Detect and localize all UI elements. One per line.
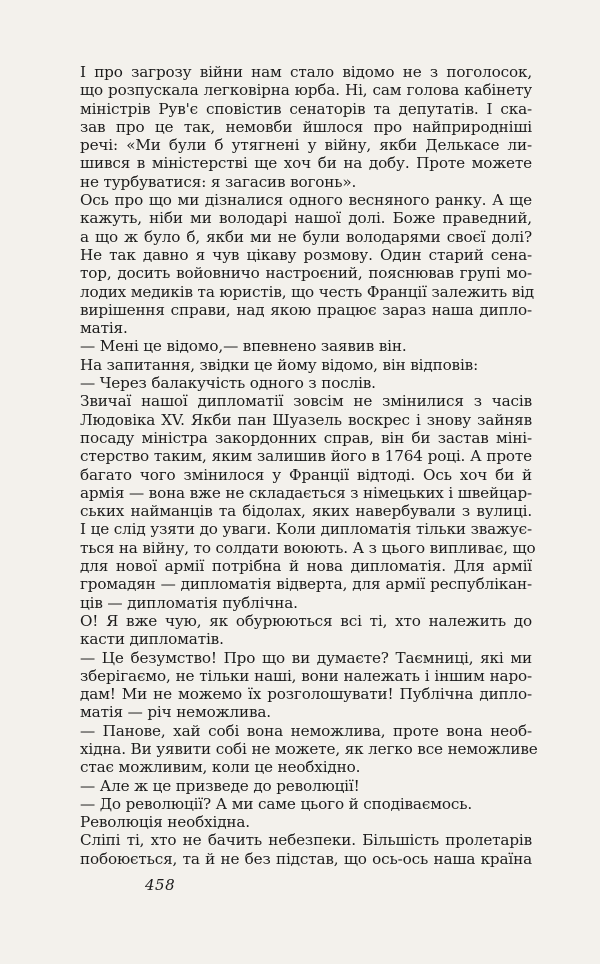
text-line: лодих медиків та юристів, що честь Франції залежить від (80, 282, 534, 301)
text-line: хідна. Ви уявити собі не можете, як легко все неможливе (80, 739, 538, 758)
text-line: І це слід узяти до уваги. Коли дипломатія тільки зважує- (80, 520, 532, 539)
text-line: посаду міністра закордонних справ, він би застав міні- (80, 428, 532, 447)
text-line: вирішення справи, над якою працює зараз наша дипло- (80, 300, 532, 319)
text-line: — Це безумство! Про що ви думаєте? Таємниці, які ми (80, 648, 532, 667)
text-line: міністрів Рув'є сповістив сенаторів та депутатів. І ска- (80, 99, 532, 118)
text-line: О! Я вже чую, як обурюються всі ті, хто належить до (80, 611, 532, 630)
text-line: Людовіка XV. Якби пан Шуазель воскрес і знову зайняв (80, 410, 532, 429)
text-line: стерство таким, яким залишив його в 1764 році. А проте (80, 447, 532, 466)
text-line: — До революції? А ми саме цього й сподіваємось. (80, 794, 473, 813)
text-line: — Але ж це призведе до революції! (80, 776, 360, 795)
text-line: шився в міністерстві ще хоч би на добу. Проте можете (80, 154, 532, 173)
text-line: зберігаємо, не тільки наші, вони належать і іншим наро- (80, 666, 532, 685)
text-line: ться на війну, то солдати воюють. А з цього випливає, що (80, 538, 536, 557)
text-line: Революція необхідна. (80, 813, 250, 832)
text-line: — Мені це відомо,— впевнено заявив він. (80, 337, 407, 356)
text-line: I про загрозу війни нам стало відомо не з поголосок, (80, 63, 532, 81)
body-text (80, 63, 538, 868)
text-line: ських найманців та бідолах, яких навербували з вулиці. (80, 502, 532, 521)
text-line: а що ж було б, якби ми не були володарями своєї долі? (80, 227, 532, 246)
text-line: Звичаї нашої дипломатії зовсім не змінилися з часів (80, 392, 532, 411)
text-line: Ось про що ми дізналися одного весняного ранку. А ще (80, 191, 532, 210)
text-line: зав про це так, немовби йшлося про найприродніші (80, 117, 532, 136)
text-line: Не так давно я чув цікаву розмову. Один старий сена- (80, 245, 532, 264)
text-line: — Через балакучість одного з послів. (80, 374, 376, 393)
text-line: речі: «Ми були б утягнені у війну, якби Делькасе ли- (80, 136, 532, 155)
text-line: На запитання, звідки це йому відомо, він відповів: (80, 355, 479, 374)
text-line: дам! Ми не можемо їх розголошувати! Публічна дипло- (80, 685, 532, 704)
text-line: Сліпі ті, хто не бачить небезпеки. Більшість пролетарів (80, 831, 532, 850)
text-line: тор, досить войовничо настроєний, пояснював групі мо- (80, 264, 532, 283)
text-line: армія — вона вже не складається з німецьких і швейцар- (80, 483, 533, 502)
text-line: стає можливим, коли це необхідно. (80, 758, 361, 777)
text-line: матія. (80, 319, 128, 338)
text-line: не турбуватися: я загасив вогонь». (80, 172, 357, 191)
text-line: громадян — дипломатія відверта, для армії республікан- (80, 575, 532, 594)
page-number: 458 (145, 876, 176, 894)
text-line: ців — дипломатія публічна. (80, 593, 298, 612)
text-line: — Панове, хай собі вона неможлива, проте вона необ- (80, 721, 532, 740)
text-line: для нової армії потрібна й нова дипломатія. Для армії (80, 557, 532, 576)
text-line: кажуть, ніби ми володарі нашої долі. Боже праведний, (80, 209, 532, 228)
text-line: багато чого змінилося у Франції відтоді. Ось хоч би й (80, 465, 532, 484)
text-line: касти дипломатів. (80, 630, 224, 649)
text-line: побоюється, та й не без підстав, що ось-ось наша країна (80, 849, 532, 868)
text-line: що розпускала легковірна юрба. Ні, сам голова кабінету (80, 81, 532, 100)
text-line: матія — річ неможлива. (80, 703, 271, 722)
